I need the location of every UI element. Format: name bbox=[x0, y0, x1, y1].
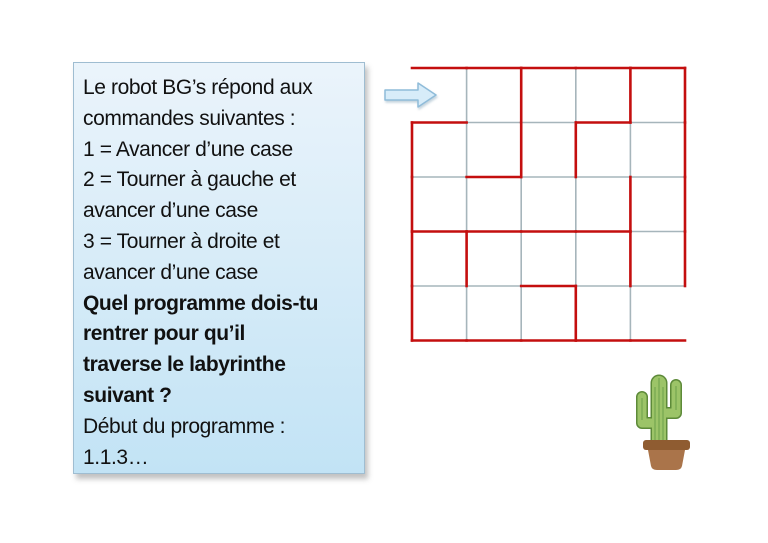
cactus-pot-rim bbox=[643, 440, 690, 450]
instruction-line: commandes suivantes : bbox=[83, 106, 296, 130]
entrance-arrow bbox=[383, 79, 439, 111]
instruction-line: 1.1.3… bbox=[83, 445, 149, 469]
instruction-line: Le robot BG’s répond aux bbox=[83, 76, 313, 99]
cactus-pot bbox=[648, 450, 685, 470]
cactus-image bbox=[629, 371, 704, 476]
instruction-line: Quel programme dois-tu bbox=[83, 291, 319, 315]
instruction-line: 1 = Avancer d’une case bbox=[83, 137, 293, 161]
instructions-box bbox=[73, 62, 365, 474]
instruction-line: traverse le labyrinthe bbox=[83, 353, 286, 377]
instruction-line: suivant ? bbox=[83, 383, 172, 407]
instruction-line: Début du programme : bbox=[83, 414, 286, 438]
instruction-line: 3 = Tourner à droite et bbox=[83, 229, 280, 253]
instruction-line: avancer d’une case bbox=[83, 260, 258, 284]
maze-grid bbox=[400, 50, 700, 362]
instruction-line: avancer d’une case bbox=[83, 199, 258, 223]
instruction-line: rentrer pour qu’il bbox=[83, 322, 245, 346]
instruction-line: 2 = Tourner à gauche et bbox=[83, 168, 296, 192]
right-arrow-icon bbox=[385, 83, 436, 107]
